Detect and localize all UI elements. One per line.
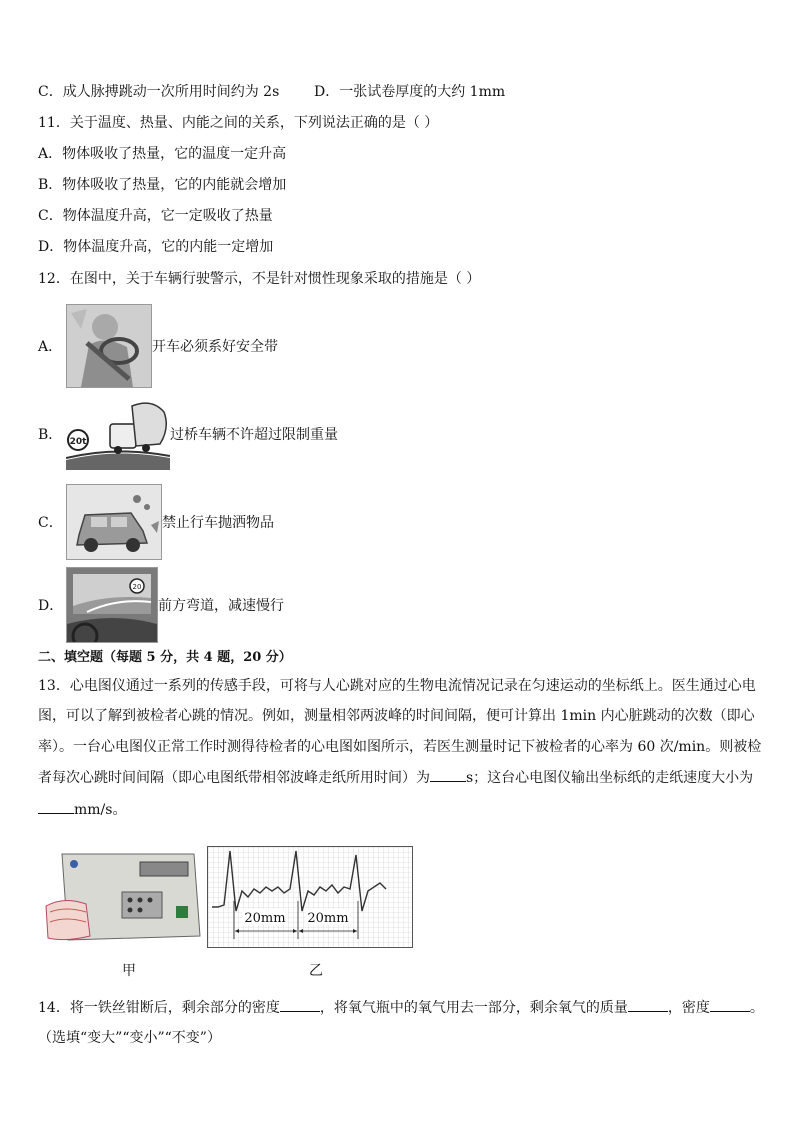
speed-limit-sign: 20 [132, 583, 142, 591]
answer-blank[interactable] [38, 799, 74, 814]
q12-option-a [38, 304, 278, 388]
answer-blank[interactable] [710, 997, 750, 1012]
section-heading: 二、填空题（每题 5 分，共 4 题，20 分） [38, 650, 292, 665]
q14-line-2: （选填“变大”“变小”“不变”） [38, 1030, 221, 1046]
q11-option-a: A．物体吸收了热量，它的温度一定升高 [38, 146, 287, 162]
option-text: 开车必须系好安全带 [152, 339, 278, 355]
q14-line-1 [38, 997, 764, 1018]
option-letter: C． [38, 515, 63, 531]
answer-blank[interactable] [280, 997, 320, 1012]
q14-part-c: ，密度 [667, 1000, 710, 1016]
q14-part-b: ，将氧气瓶中的氧气用去一部分，剩余氧气的质量 [319, 1000, 628, 1016]
q13-line-3: 率）。一台心电图仪正常工作时测得待检者的心电图如图所示，若医生测量时记下被检者的心率为 60 次/min。则被检 [38, 739, 762, 755]
q13-line-5 [38, 799, 126, 820]
q13-line-4-part-b: s；这台心电图仪输出坐标纸的走纸速度大小为 [466, 770, 754, 786]
figure-caption-jia: 甲 [122, 963, 136, 979]
ecg-machine-image [44, 846, 202, 944]
q12-option-b [38, 398, 338, 470]
q12-option-d [38, 567, 284, 643]
q10-option-c: C．成人脉搏跳动一次所用时间约为 2s [38, 84, 280, 100]
curve-road-windshield-image [66, 567, 158, 643]
answer-blank[interactable] [628, 997, 668, 1012]
option-letter: A． [38, 339, 63, 355]
ecg-label-1: 20mm [244, 911, 286, 926]
q10-option-d: D．一张试卷厚度的大约 1mm [314, 84, 506, 100]
ecg-chart [207, 846, 413, 948]
option-text: 禁止行车抛洒物品 [162, 515, 274, 531]
q13-line-4 [38, 767, 753, 788]
q11-option-d: D．物体温度升高，它的内能一定增加 [38, 239, 274, 255]
answer-blank[interactable] [430, 767, 466, 782]
q12-stem: 12．在图中，关于车辆行驶警示，不是针对惯性现象采取的措施是（ ） [38, 271, 481, 287]
q11-option-b: B．物体吸收了热量，它的内能就会增加 [38, 177, 287, 193]
figure-caption-yi: 乙 [309, 963, 323, 979]
weight-limit-sign: 20t [69, 437, 87, 447]
option-letter: B． [38, 427, 63, 443]
q12-option-c [38, 484, 274, 560]
q11-stem: 11．关于温度、热量、内能之间的关系，下列说法正确的是（ ） [38, 115, 439, 131]
q14-part-d: 。 [749, 1000, 764, 1016]
ecg-label-2: 20mm [307, 911, 349, 926]
seatbelt-driver-image [66, 304, 152, 388]
q13-line-2: 图，可以了解到被检者心跳的情况。例如，测量相邻两波峰的时间间隔，便可计算出 1min 内心脏跳动的次数（即心 [38, 708, 755, 724]
option-letter: D． [38, 598, 64, 614]
q14-part-a: 14．将一铁丝钳断后，剩余部分的密度 [38, 1000, 280, 1016]
option-text: 过桥车辆不许超过限制重量 [170, 427, 338, 443]
q13-line-4-part-a: 者每次心跳时间间隔（即心电图纸带相邻波峰走纸所用时间）为 [38, 770, 430, 786]
q13-line-1: 13．心电图仪通过一系列的传感手段，可将与人心跳对应的生物电流情况记录在匀速运动的坐标纸上。医生通过心电 [38, 678, 756, 694]
overloaded-truck-bridge-image [66, 398, 170, 470]
car-littering-image [66, 484, 162, 560]
q11-option-c: C．物体温度升高，它一定吸收了热量 [38, 208, 273, 224]
option-text: 前方弯道，减速慢行 [158, 598, 284, 614]
q13-unit: mm/s。 [74, 802, 127, 818]
